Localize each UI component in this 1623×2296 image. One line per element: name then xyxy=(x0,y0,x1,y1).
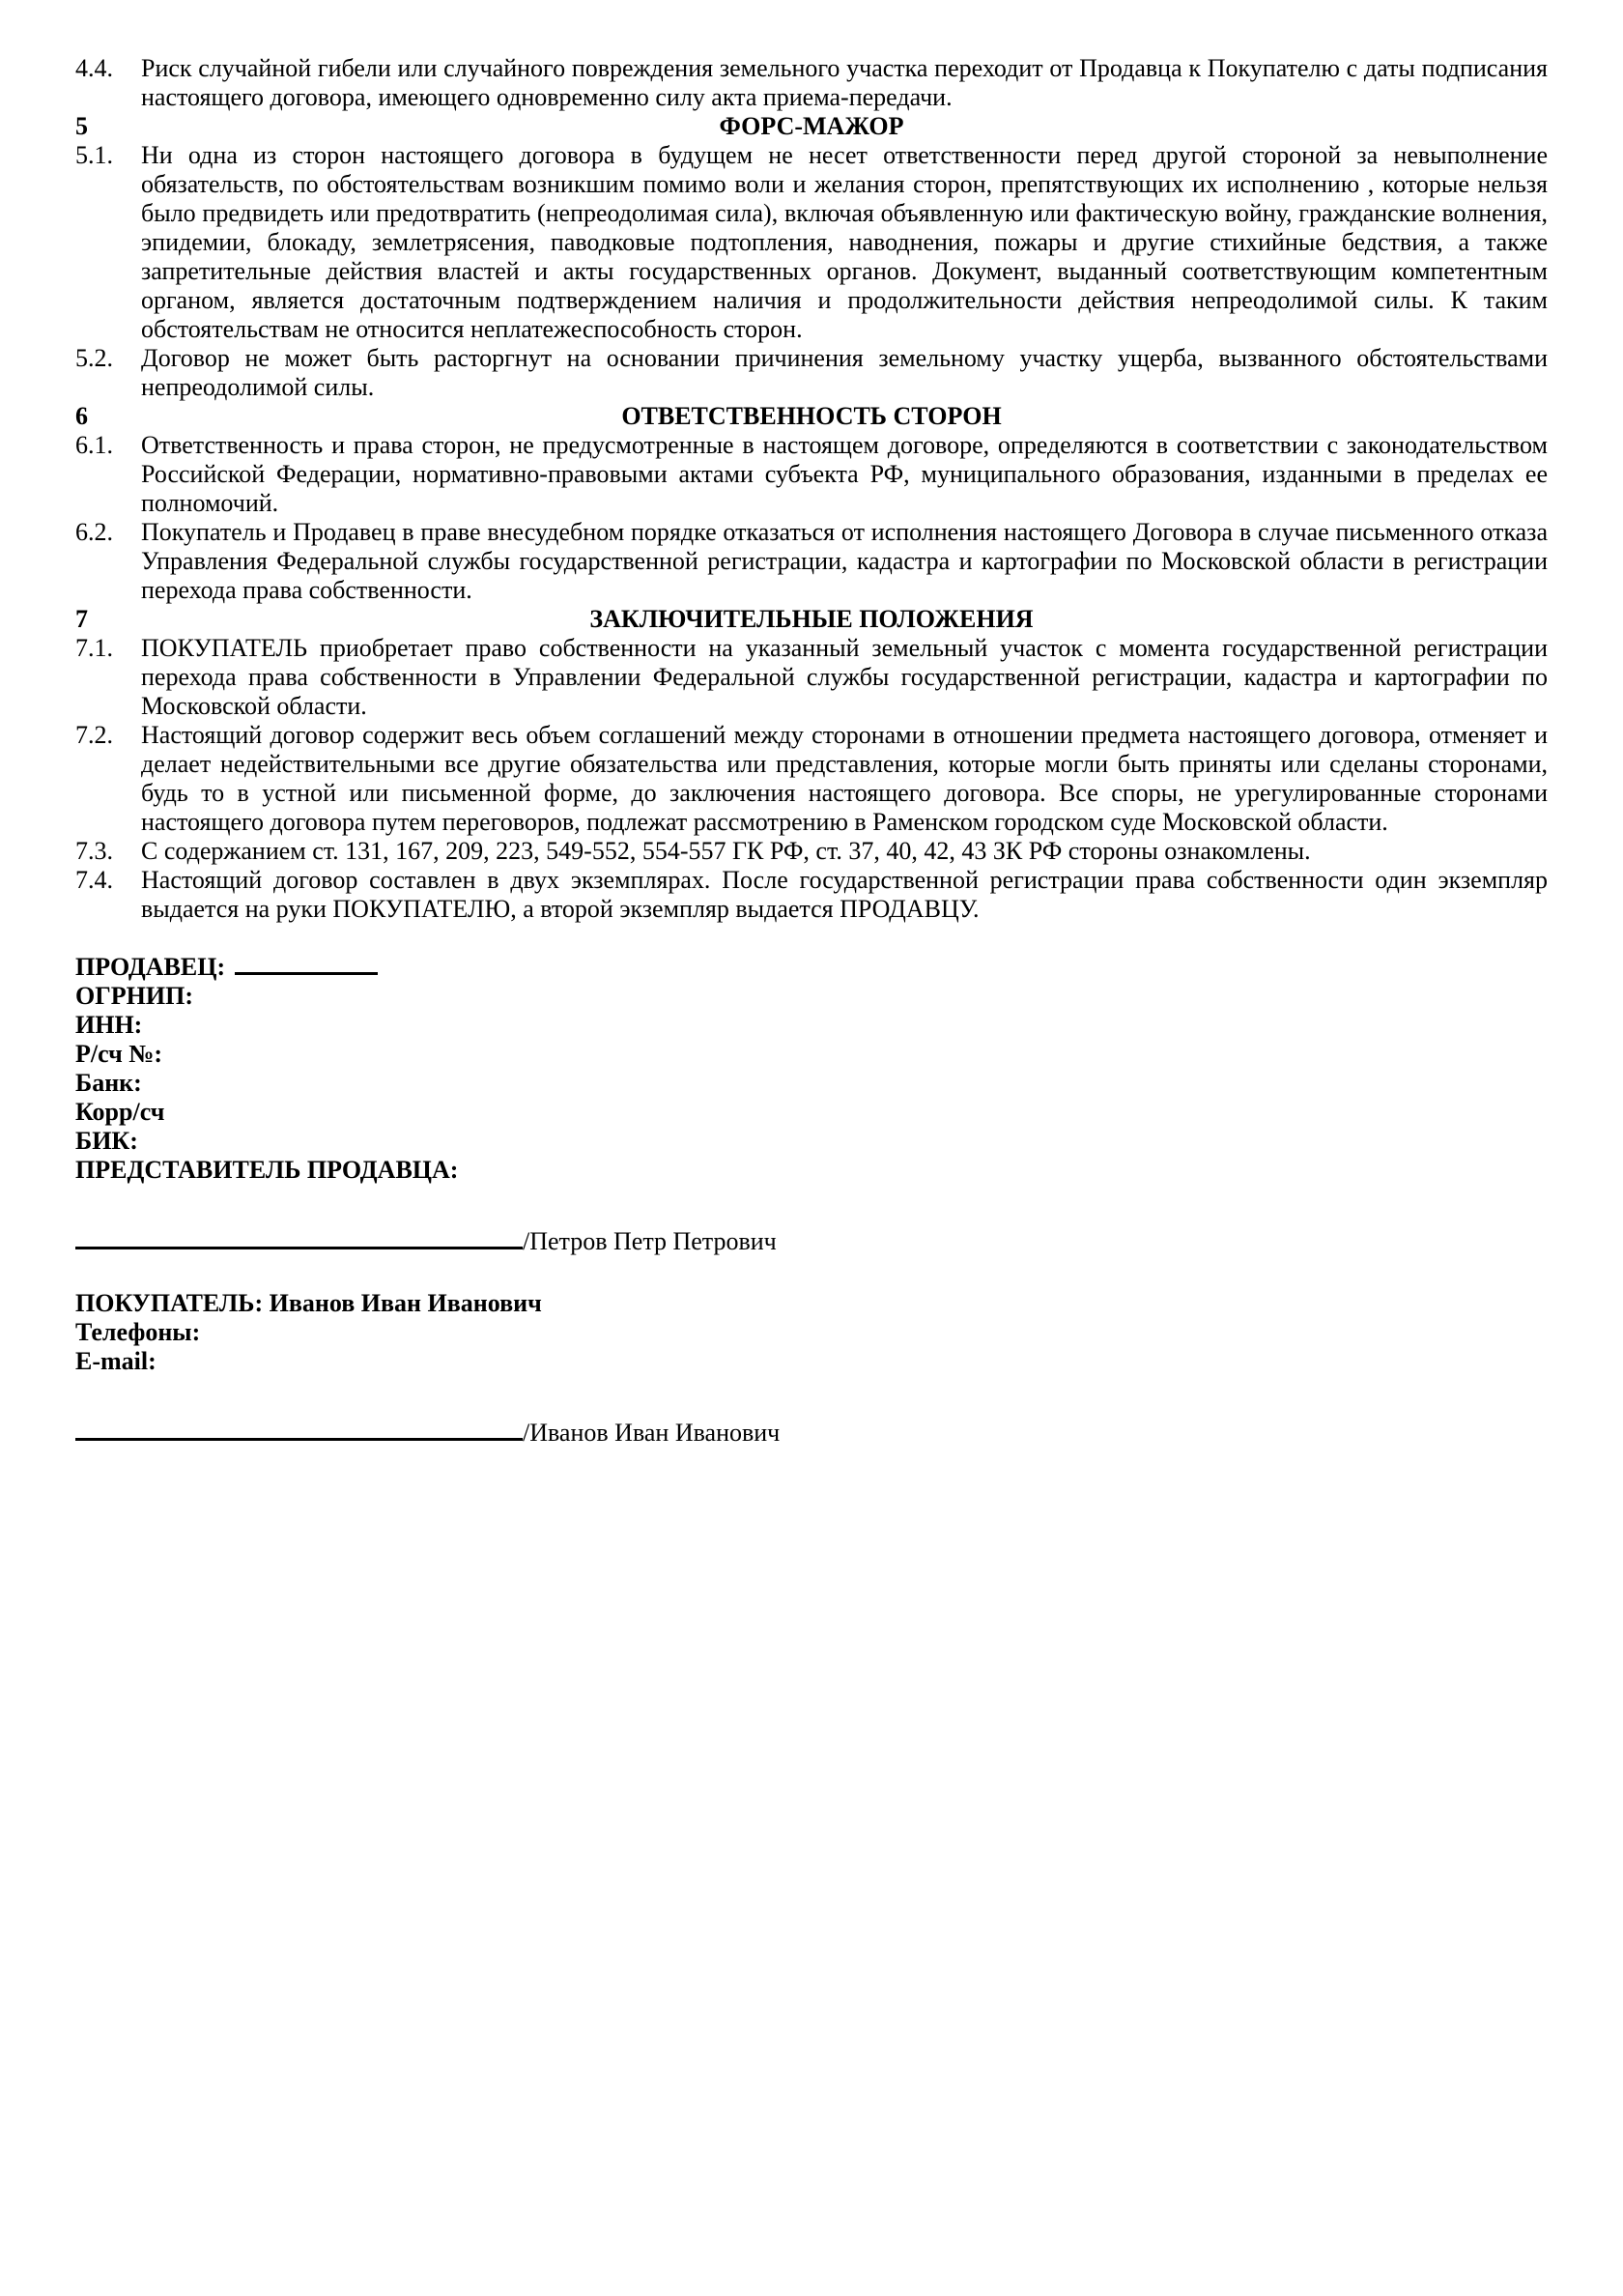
clause-text: С содержанием ст. 131, 167, 209, 223, 549-552, 554-557 ГК РФ, ст. 37, 40, 42, 43 ЗК РФ стороны ознакомлены. xyxy=(141,837,1311,865)
section-number: 6 xyxy=(75,402,88,430)
seller-field-inn: ИНН: xyxy=(75,1011,143,1039)
seller-signature-row xyxy=(75,1227,1548,1256)
clause xyxy=(75,866,1548,924)
clause-text: Настоящий договор содержит весь объем соглашений между сторонами в отношении предмета настоящего договора, отменяет и делает недействительными все другие обязательства или представления, которые могли быть приняты или сделаны сторонами, будь то в устной или письменной форме, до заключения настоящего договора. Все споры, не урегулированные сторонами настоящего договора путем переговоров, подлежат рассмотрению в Раменском городском суде Московской области. xyxy=(141,721,1548,836)
section-title: ФОРС-МАЖОР xyxy=(719,112,904,140)
clause-number: 7.3. xyxy=(75,837,113,865)
clause xyxy=(75,721,1548,837)
clause-number: 7.4. xyxy=(75,866,113,894)
seller-field-bik: БИК: xyxy=(75,1127,138,1155)
section-number: 7 xyxy=(75,605,88,633)
buyer-block xyxy=(75,1289,1548,1448)
clause-number: 6.2. xyxy=(75,518,113,546)
section-title: ЗАКЛЮЧИТЕЛЬНЫЕ ПОЛОЖЕНИЯ xyxy=(589,605,1034,633)
buyer-field-phones: Телефоны: xyxy=(75,1318,201,1346)
seller-title-line xyxy=(75,953,1548,982)
clause-text: ПОКУПАТЕЛЬ приобретает право собственности на указанный земельный участок с момента государственной регистрации перехода права собственности в Управлении Федеральной службы государственной регистрации, кадастра и картографии по Московской области. xyxy=(141,634,1548,720)
clause-number: 4.4. xyxy=(75,54,113,82)
clause-number: 7.1. xyxy=(75,634,113,662)
clause xyxy=(75,141,1548,344)
buyer-signature-name: /Иванов Иван Иванович xyxy=(523,1419,781,1447)
clause-text: Ни одна из сторон настоящего договора в будущем не несет ответственности перед другой стороной за невыполнение обязательств, по обстоятельствам возникшим помимо воли и желания сторон, препятствующих их исполнению , которые нельзя было предвидеть или предотвратить (непреодолимая сила), включая объявленную или фактическую войну, гражданские волнения, эпидемии, блокаду, землетрясения, паводковые подтопления, наводнения, пожары и другие стихийные бедствия, а также запретительные действия властей и акты государственных органов. Документ, выданный соответствующим компетентным органом, является достаточным подтверждением наличия и продолжительности действия непреодолимой силы. К таким обстоятельствам не относится неплатежеспособность сторон. xyxy=(141,141,1548,343)
clause xyxy=(75,431,1548,518)
seller-field-account: Р/сч №: xyxy=(75,1040,163,1068)
buyer-signature-row xyxy=(75,1419,1548,1448)
clause xyxy=(75,518,1548,605)
seller-field-representative: ПРЕДСТАВИТЕЛЬ ПРОДАВЦА: xyxy=(75,1156,459,1184)
seller-signature-name: /Петров Петр Петрович xyxy=(523,1227,777,1255)
buyer-signature-line xyxy=(75,1438,523,1441)
clause-text: Покупатель и Продавец в праве внесудебном порядке отказаться от исполнения настоящего Договора в случае письменного отказа Управления Федеральной службы государственной регистрации, кадастра и картографии по Московской области в регистрации перехода права собственности. xyxy=(141,518,1548,604)
clause xyxy=(75,54,1548,112)
buyer-title-line: ПОКУПАТЕЛЬ: Иванов Иван Иванович xyxy=(75,1289,542,1317)
seller-name-blank xyxy=(235,972,378,975)
section-title: ОТВЕТСТВЕННОСТЬ СТОРОН xyxy=(621,402,1002,430)
buyer-field-email: E-mail: xyxy=(75,1347,157,1375)
section-heading xyxy=(75,402,1548,431)
section-heading xyxy=(75,112,1548,141)
clause xyxy=(75,634,1548,721)
seller-field-ogrnip: ОГРНИП: xyxy=(75,982,193,1010)
clause xyxy=(75,344,1548,402)
seller-field-corr-account: Корр/сч xyxy=(75,1098,165,1126)
clause-number: 6.1. xyxy=(75,431,113,459)
clause-text: Ответственность и права сторон, не предусмотренные в настоящем договоре, определяются в соответствии с законодательством Российской Федерации, нормативно-правовыми актами субъекта РФ, муниципального образования, изданными в пределах ее полномочий. xyxy=(141,431,1548,517)
seller-block xyxy=(75,953,1548,1256)
clause-number: 7.2. xyxy=(75,721,113,749)
section-number: 5 xyxy=(75,112,88,140)
clause-text: Договор не может быть расторгнут на основании причинения земельному участку ущерба, вызванного обстоятельствами непреодолимой силы. xyxy=(141,344,1548,401)
seller-field-bank: Банк: xyxy=(75,1069,142,1097)
clause-number: 5.2. xyxy=(75,344,113,372)
seller-label: ПРОДАВЕЦ: xyxy=(75,953,226,981)
clause-text: Риск случайной гибели или случайного повреждения земельного участка переходит от Продавца к Покупателю с даты подписания настоящего договора, имеющего одновременно силу акта приема-передачи. xyxy=(141,54,1548,111)
section-heading xyxy=(75,605,1548,634)
clause xyxy=(75,837,1548,866)
clause-text: Настоящий договор составлен в двух экземплярах. После государственной регистрации права собственности один экземпляр выдается на руки ПОКУПАТЕЛЮ, а второй экземпляр выдается ПРОДАВЦУ. xyxy=(141,866,1548,923)
clause-number: 5.1. xyxy=(75,141,113,169)
seller-signature-line xyxy=(75,1247,523,1249)
